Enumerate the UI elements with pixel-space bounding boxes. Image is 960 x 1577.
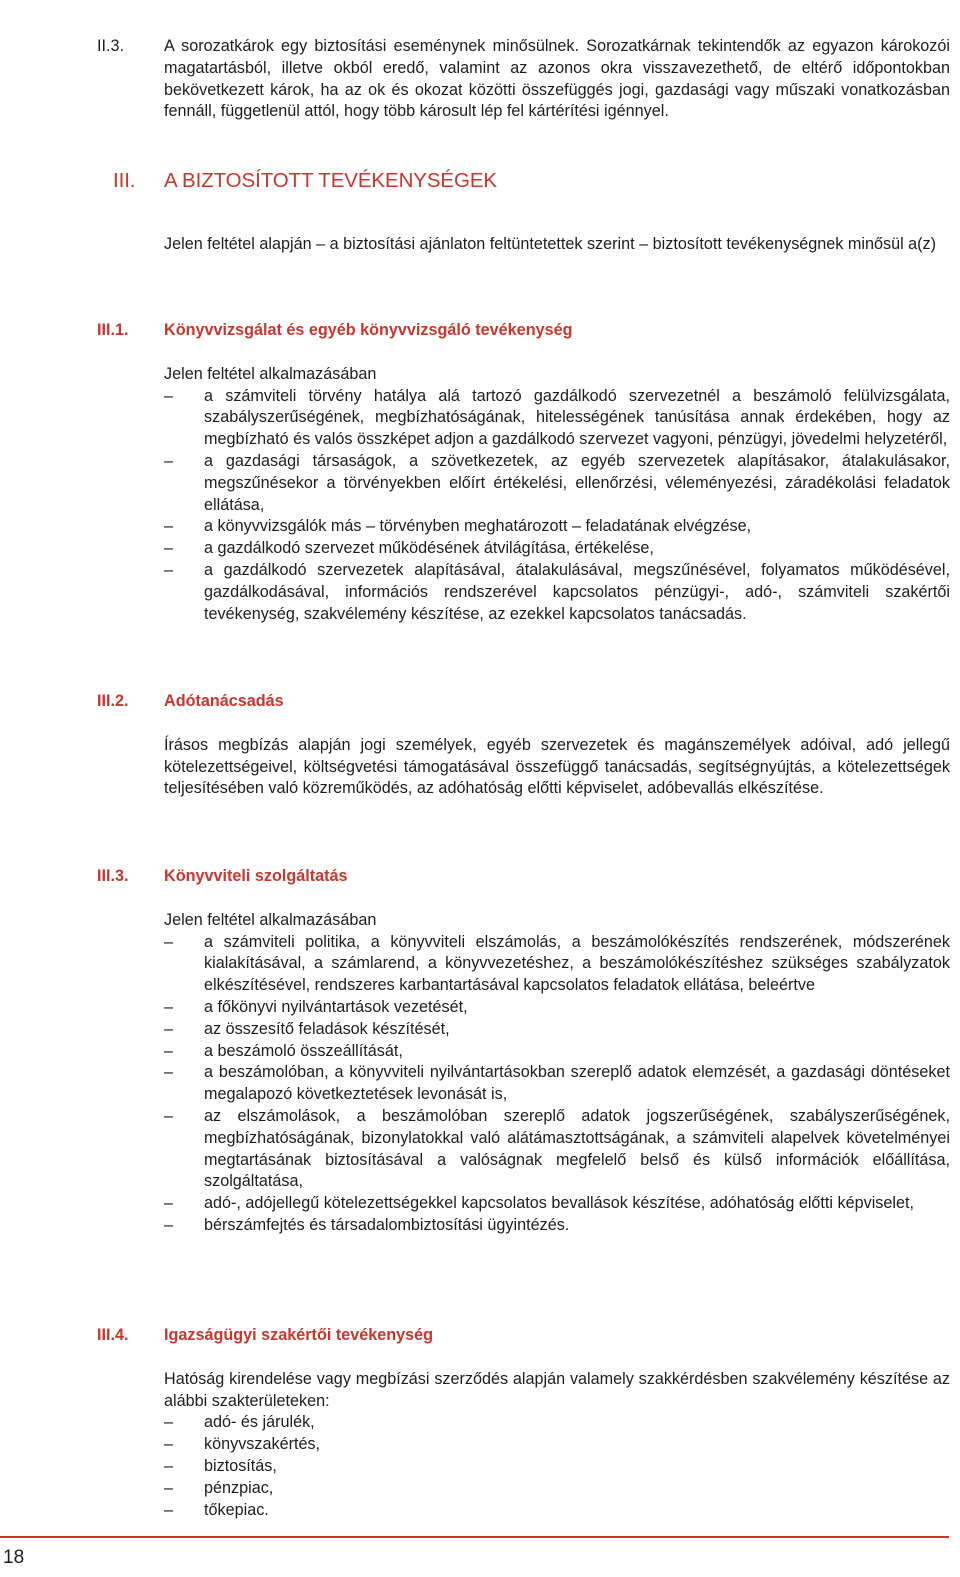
dash-marker: –	[164, 1041, 174, 1060]
section-number: III.4.	[97, 1326, 129, 1344]
chapter-number: III.	[113, 169, 136, 192]
list-item: – a beszámoló összeállítását,	[164, 1041, 950, 1063]
activity-list	[164, 386, 950, 626]
list-item: – pénzpiac,	[164, 1478, 950, 1500]
dash-marker: –	[164, 1456, 174, 1475]
dash-marker: –	[164, 386, 174, 405]
dash-marker: –	[164, 1478, 174, 1497]
list-item: – a gazdasági társaságok, a szövetkezetek, az egyéb szervezetek alapításakor, átalakulásakor, megszűnésekor a törvényekben előírt értékelési, ellenőrzési, véleményezési, záradékolási feladatok ellátása,	[164, 451, 950, 514]
dash-marker: –	[164, 1435, 174, 1454]
dash-marker: –	[164, 560, 174, 579]
section-paragraph: Írásos megbízás alapján jogi személyek, egyéb szervezetek és magánszemélyek adóival, adó jellegű kötelezettségeivel, költségvetési támogatásával összefüggő tanácsadás, segítségnyújtás, a kötelezettségek teljesítésében való közreműködés, az adóhatóság előtti képviselet, adóbevallás elkészítése.	[164, 735, 950, 798]
list-item: – könyvszakértés,	[164, 1434, 950, 1456]
dash-marker: –	[164, 1215, 174, 1234]
list-item: – bérszámfejtés és társadalombiztosítási ügyintézés.	[164, 1215, 950, 1237]
dash-marker: –	[164, 1063, 174, 1082]
list-item: – a számviteli politika, a könyvviteli elszámolás, a beszámolókészítés rendszerének, módszerének kialakításával, a számlarend, a könyvvezetéshez, a beszámolókészítéshez szükséges szabályzatok elkészítésével, rendszeres karbantartásával kapcsolatos feladatok ellátása, beleértve	[164, 932, 950, 995]
section-number: III.1.	[97, 321, 129, 339]
section-title: Igazságügyi szakértői tevékenység	[164, 1326, 434, 1344]
chapter-title: A BIZTOSÍTOTT TEVÉKENYSÉGEK	[164, 169, 497, 192]
dash-marker: –	[164, 1106, 174, 1125]
dash-marker: –	[164, 1413, 174, 1432]
activity-list	[164, 932, 950, 1237]
section-title: Könyvviteli szolgáltatás	[164, 867, 348, 885]
section-title: Könyvvizsgálat és egyéb könyvvizsgáló tevékenység	[164, 321, 573, 339]
section-intro: Jelen feltétel alkalmazásában	[164, 910, 377, 929]
section-number: III.2.	[97, 692, 129, 710]
section-number: III.3.	[97, 867, 129, 885]
list-item: – adó- és járulék,	[164, 1412, 950, 1434]
dash-marker: –	[164, 997, 174, 1016]
dash-marker: –	[164, 932, 174, 951]
list-item: – tőkepiac.	[164, 1500, 950, 1522]
section-title: Adótanácsadás	[164, 692, 284, 710]
list-item: – a főkönyvi nyilvántartások vezetését,	[164, 997, 950, 1019]
list-item: – a gazdálkodó szervezet működésének átvilágítása, értékelése,	[164, 538, 950, 560]
list-item: – biztosítás,	[164, 1456, 950, 1478]
page-number: 18	[3, 1547, 25, 1568]
dash-marker: –	[164, 517, 174, 536]
section-number: II.3.	[97, 37, 124, 55]
dash-marker: –	[164, 1194, 174, 1213]
section-intro: Hatóság kirendelése vagy megbízási szerződés alapján valamely szakkérdésben szakvélemény készítése az alábbi szakterületeken:	[164, 1369, 950, 1410]
dash-marker: –	[164, 451, 174, 470]
section-intro: Jelen feltétel alkalmazásában	[164, 364, 377, 383]
list-item: – a beszámolóban, a könyvviteli nyilvántartásokban szereplő adatok elemzését, a gazdasági döntéseket megalapozó következtetések levonását is,	[164, 1063, 950, 1104]
list-item: – adó-, adójellegű kötelezettségekkel kapcsolatos bevallások készítése, adóhatóság előtti képviselet,	[164, 1193, 950, 1215]
dash-marker: –	[164, 1500, 174, 1519]
list-item: – a gazdálkodó szervezetek alapításával, átalakulásával, megszűnésével, folyamatos működésével, gazdálkodásával, információs rendszerével kapcsolatos pénzügyi-, adó-, számviteli szakértői tevékenység, szakvélemény készítése, az ezekkel kapcsolatos tanácsadás.	[164, 560, 950, 623]
dash-marker: –	[164, 539, 174, 558]
section-paragraph: A sorozatkárok egy biztosítási eseménynek minősülnek. Sorozatkárnak tekintendők az egyazon károkozói magatartásból, illetve okból eredő, valamint az azonos okra visszavezethető, de eltérő időpontokban bekövetkezett károk, ha az ok és okozat közötti összefüggés jogi, gazdasági vagy műszaki vonatkozásban fennáll, függetlenül attól, hogy több károsult lép fel kártérítési igénnyel.	[164, 37, 950, 121]
list-item: – a könyvvizsgálók más – törvényben meghatározott – feladatának elvégzése,	[164, 516, 950, 538]
specialty-list	[164, 1412, 950, 1521]
list-item: – az elszámolások, a beszámolóban szereplő adatok jogszerűségének, szabályszerűségének, megbízhatóságának, bizonylatokkal való alátámasztottságának, a számviteli alapelvek követelményei megtartásának biztosításával a valóságnak megfelelő belső és külső információk előállítása, szolgáltatása,	[164, 1106, 950, 1191]
dash-marker: –	[164, 1019, 174, 1038]
footer-rule	[0, 1536, 949, 1538]
list-item: – az összesítő feladások készítését,	[164, 1019, 950, 1041]
list-item: – a számviteli törvény hatálya alá tartozó gazdálkodó szervezetnél a beszámoló felülvizsgálata, szabályszerűségének, megbízhatóságának, hitelességének tanúsítása annak érdekében, hogy az megbízható és valós összképet adjon a gazdálkodó szervezet vagyoni, pénzügyi, jövedelmi helyzetéről,	[164, 386, 950, 449]
chapter-intro: Jelen feltétel alapján – a biztosítási ajánlaton feltüntetettek szerint – biztosított tevékenységnek minősül a(z)	[164, 235, 937, 253]
